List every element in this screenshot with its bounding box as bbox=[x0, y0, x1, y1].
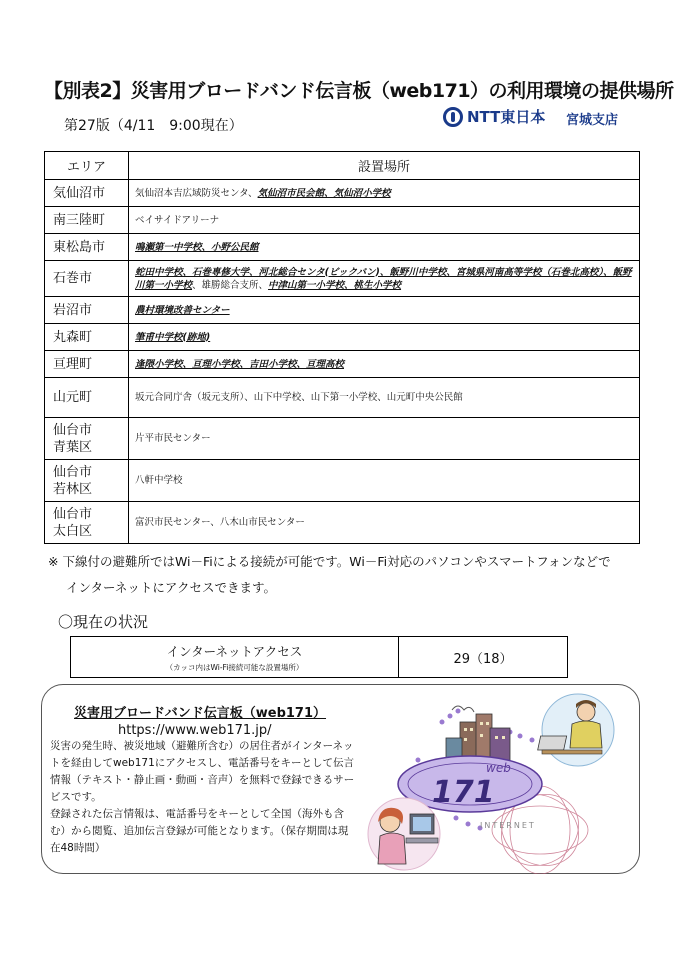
ntt-logo-text: NTT東日本 bbox=[467, 108, 546, 126]
wifi-location-text: 気仙沼市民会館、気仙沼小学校 bbox=[257, 187, 391, 199]
status-row bbox=[71, 637, 568, 678]
status-label-cell bbox=[71, 637, 399, 678]
table-row bbox=[45, 324, 640, 351]
table-row bbox=[45, 418, 640, 460]
wifi-location-text: 農村環境改善センター bbox=[135, 304, 230, 316]
table-row bbox=[45, 261, 640, 297]
status-table bbox=[70, 636, 568, 678]
location-cell bbox=[129, 297, 640, 324]
area-cell: 岩沼市 bbox=[45, 297, 129, 324]
area-cell: 仙台市 若林区 bbox=[45, 460, 129, 502]
location-cell bbox=[129, 261, 640, 297]
area-cell: 亘理町 bbox=[45, 351, 129, 378]
status-value: 29（18） bbox=[399, 637, 568, 678]
info-title: 災害用ブロードバンド伝言板（web171） bbox=[74, 706, 327, 721]
table-row bbox=[45, 207, 640, 234]
person-computer-icon bbox=[368, 798, 440, 870]
locations-table-body bbox=[45, 180, 640, 544]
table-row bbox=[45, 502, 640, 544]
column-header-area: エリア bbox=[45, 152, 129, 180]
city-buildings-icon bbox=[446, 706, 510, 762]
info-paragraph-1: 災害の発生時、被災地域（避難所含む）の居住者がインターネットを経由してweb171にアクセスし、電話番号をキーとして伝言情報（テキスト・静止画・動画・音声）を無料で登録できるサービスです。 bbox=[50, 740, 355, 803]
info-paragraph-2: 登録された伝言情報は、電話番号をキーとして全国（海外も含む）から閲覧、追加伝言登録が可能となります。（保存期間は現在48時間） bbox=[50, 808, 349, 854]
location-cell bbox=[129, 351, 640, 378]
area-cell: 丸森町 bbox=[45, 324, 129, 351]
wifi-location-text: 蛇田中学校、石巻専修大学、河北総合センタ(ビックバン)、飯野川中学校、宮城県河南高等学校（石巻北高校）、飯野川第一小学校 bbox=[135, 266, 632, 291]
location-cell bbox=[129, 418, 640, 460]
area-cell: 東松島市 bbox=[45, 234, 129, 261]
table-row bbox=[45, 351, 640, 378]
status-heading: 〇現在の状況 bbox=[58, 613, 149, 631]
area-cell: 気仙沼市 bbox=[45, 180, 129, 207]
location-text: ベイサイドアリーナ bbox=[135, 214, 220, 226]
web171-illustration bbox=[360, 692, 630, 874]
location-text: 八軒中学校 bbox=[135, 475, 183, 486]
edition-label: 第27版（4/11 9:00現在） bbox=[64, 118, 243, 134]
area-cell: 南三陸町 bbox=[45, 207, 129, 234]
location-cell bbox=[129, 180, 640, 207]
location-text: 坂元合同庁舎（坂元支所）、山下中学校、山下第一小学校、山元町中央公民館 bbox=[135, 392, 463, 403]
area-cell: 山元町 bbox=[45, 378, 129, 418]
area-cell: 仙台市 太白区 bbox=[45, 502, 129, 544]
location-text: 片平市民センター bbox=[135, 433, 211, 444]
web171-url[interactable]: https://www.web171.jp/ bbox=[118, 723, 272, 738]
branch-name: 宮城支店 bbox=[566, 113, 619, 128]
table-row bbox=[45, 180, 640, 207]
ntt-logo bbox=[443, 106, 545, 127]
web171-logo-web: web bbox=[486, 761, 511, 775]
column-header-location: 設置場所 bbox=[129, 152, 640, 180]
info-description bbox=[50, 738, 355, 857]
table-row bbox=[45, 234, 640, 261]
person-laptop-icon bbox=[538, 694, 614, 766]
table-row bbox=[45, 297, 640, 324]
web171-logo-internet: INTERNET bbox=[480, 821, 536, 830]
wifi-location-text: 鳴瀬第一中学校、小野公民館 bbox=[135, 241, 259, 253]
location-cell bbox=[129, 234, 640, 261]
location-cell bbox=[129, 378, 640, 418]
status-sublabel: （カッコ内はWi-Fi接続可能な設置場所） bbox=[165, 662, 304, 672]
locations-table bbox=[44, 151, 640, 544]
ntt-logo-icon bbox=[443, 107, 463, 127]
area-cell: 石巻市 bbox=[45, 261, 129, 297]
location-text: 、雄勝総合支所、 bbox=[192, 279, 269, 291]
wifi-note-line2: インターネットにアクセスできます。 bbox=[66, 580, 277, 595]
area-cell: 仙台市 青葉区 bbox=[45, 418, 129, 460]
wifi-location-text: 筆甫中学校(跡地) bbox=[135, 331, 211, 343]
web171-logo-number: 171 bbox=[432, 775, 495, 810]
table-row bbox=[45, 378, 640, 418]
location-cell bbox=[129, 460, 640, 502]
table-row bbox=[45, 460, 640, 502]
location-cell bbox=[129, 324, 640, 351]
location-text: 気仙沼本吉広域防災センタ、 bbox=[135, 187, 258, 199]
page-title: 【別表2】災害用ブロードバンド伝言板（web171）の利用環境の提供場所 bbox=[44, 80, 674, 102]
wifi-location-text: 中津山第一小学校、桃生小学校 bbox=[268, 279, 402, 291]
wifi-note-line1: ※ 下線付の避難所ではWi－Fiによる接続が可能です。Wi－Fi対応のパソコンやスマートフォンなどで bbox=[48, 554, 611, 569]
location-cell bbox=[129, 207, 640, 234]
status-label: インターネットアクセス bbox=[166, 643, 303, 659]
location-cell bbox=[129, 502, 640, 544]
table-header-row bbox=[45, 152, 640, 180]
wifi-location-text: 逢隈小学校、亘理小学校、吉田小学校、亘理高校 bbox=[135, 358, 345, 370]
location-text: 富沢市民センター、八木山市民センター bbox=[135, 517, 305, 528]
